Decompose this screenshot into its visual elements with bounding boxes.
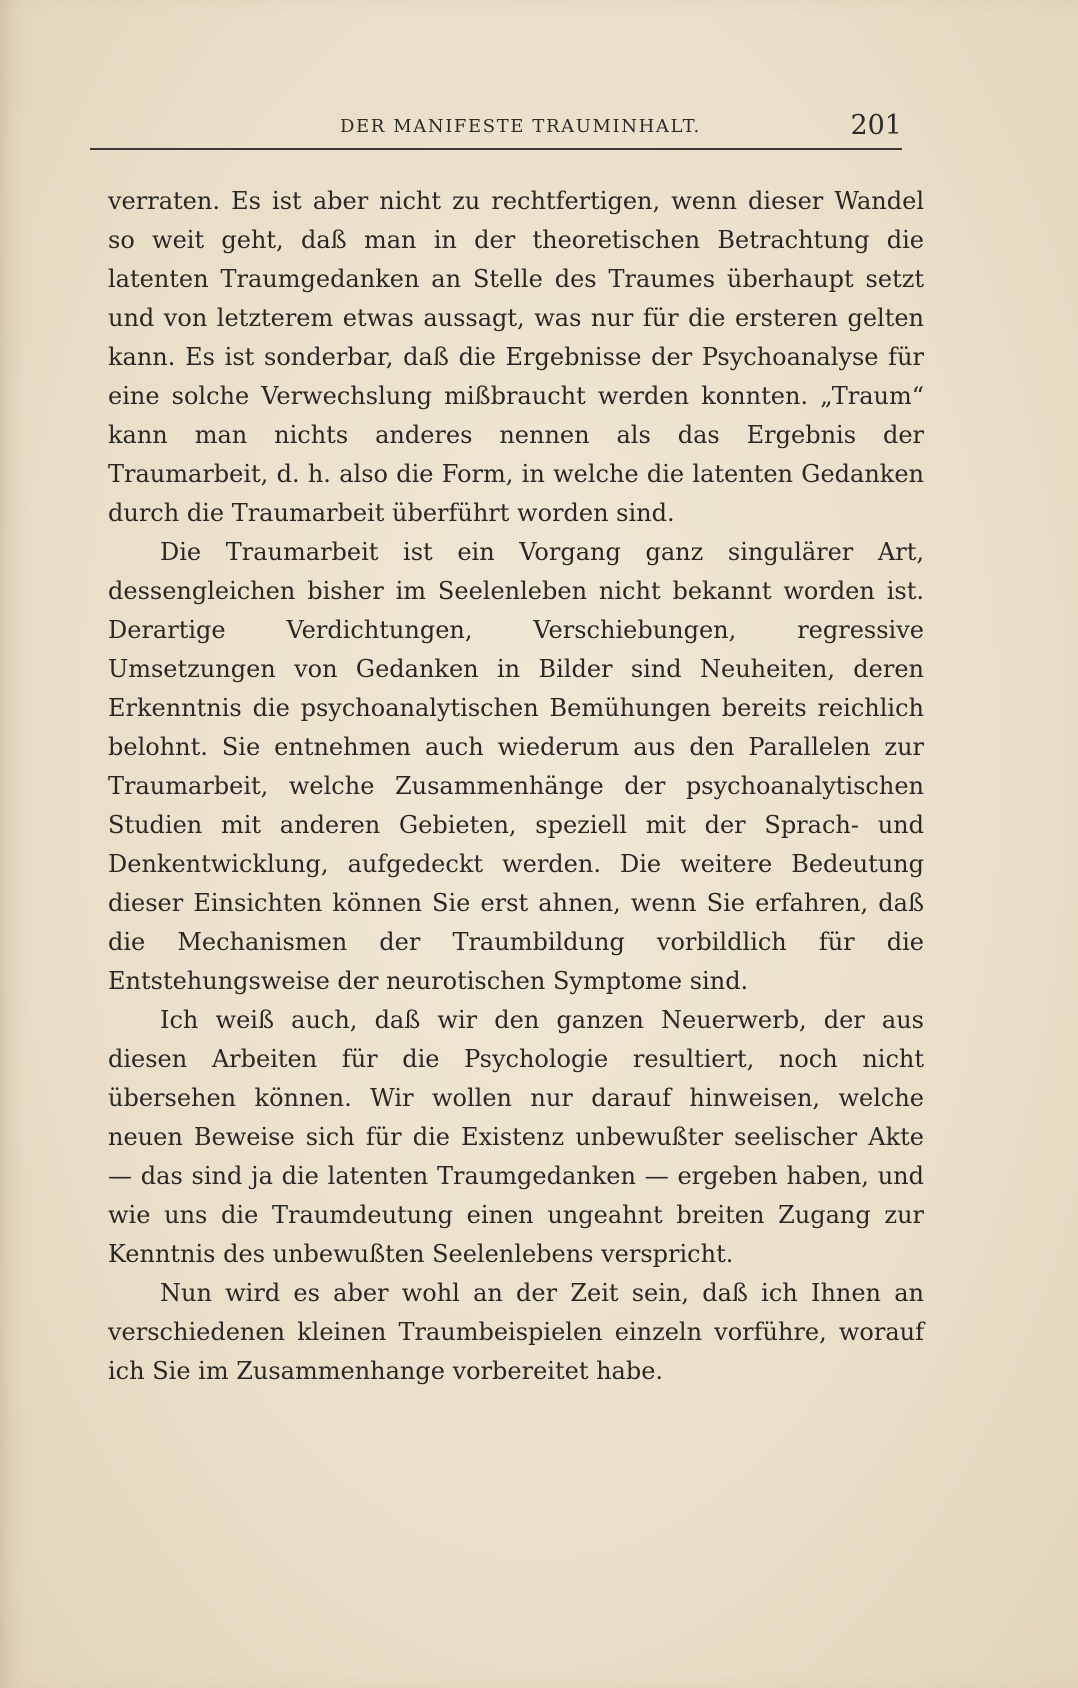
paragraph-3: Ich weiß auch, daß wir den ganzen Neuerwerb, der aus diesen Arbeiten für die Psychologie resultiert, noch nicht übersehen können. Wir wollen nur darauf hinweisen, welche neuen Beweise sich für die Existenz unbewußter seelischer Akte — das sind ja die latenten Traumgedanken — ergeben haben, und wie uns die Traumdeutung einen ungeahnt breiten Zugang zur Kenntnis des unbewußten Seelenlebens verspricht. — [108, 1006, 924, 1268]
paragraph-4: Nun wird es aber wohl an der Zeit sein, daß ich Ihnen an verschiedenen kleinen Traumbeispielen einzeln vorführe, worauf ich Sie im Zusammenhange vorbereitet habe. — [108, 1279, 924, 1385]
body-text — [108, 182, 924, 1391]
page-header — [90, 108, 902, 150]
paragraph-2: Die Traumarbeit ist ein Vorgang ganz singulärer Art, dessengleichen bisher im Seelenleben nicht bekannt worden ist. Derartige Verdichtungen, Verschiebungen, regressive Umsetzungen von Gedanken in Bilder sind Neuheiten, deren Erkenntnis die psychoanalytischen Bemühungen bereits reichlich belohnt. Sie entnehmen auch wiederum aus den Parallelen zur Traumarbeit, welche Zusammenhänge der psychoanalytischen Studien mit anderen Gebieten, speziell mit der Sprach- und Denkentwicklung, aufgedeckt werden. Die weitere Bedeutung dieser Einsichten können Sie erst ahnen, wenn Sie erfahren, daß die Mechanismen der Traumbildung vorbildlich für die Entstehungsweise der neurotischen Symptome sind. — [108, 538, 924, 995]
running-head: DER MANIFESTE TRAUMINHALT. — [340, 116, 701, 137]
paragraph-1: verraten. Es ist aber nicht zu rechtfertigen, wenn dieser Wandel so weit geht, daß man in der theoretischen Betrachtung die latenten Traumgedanken an Stelle des Traumes überhaupt setzt und von letzterem etwas aussagt, was nur für die ersteren gelten kann. Es ist sonderbar, daß die Ergebnisse der Psychoanalyse für eine solche Verwechslung mißbraucht werden konnten. „Traum“ kann man nichts anderes nennen als das Ergebnis der Traumarbeit, d. h. also die Form, in welche die latenten Gedanken durch die Traumarbeit überführt worden sind. — [108, 187, 924, 527]
page-number: 201 — [850, 110, 902, 141]
